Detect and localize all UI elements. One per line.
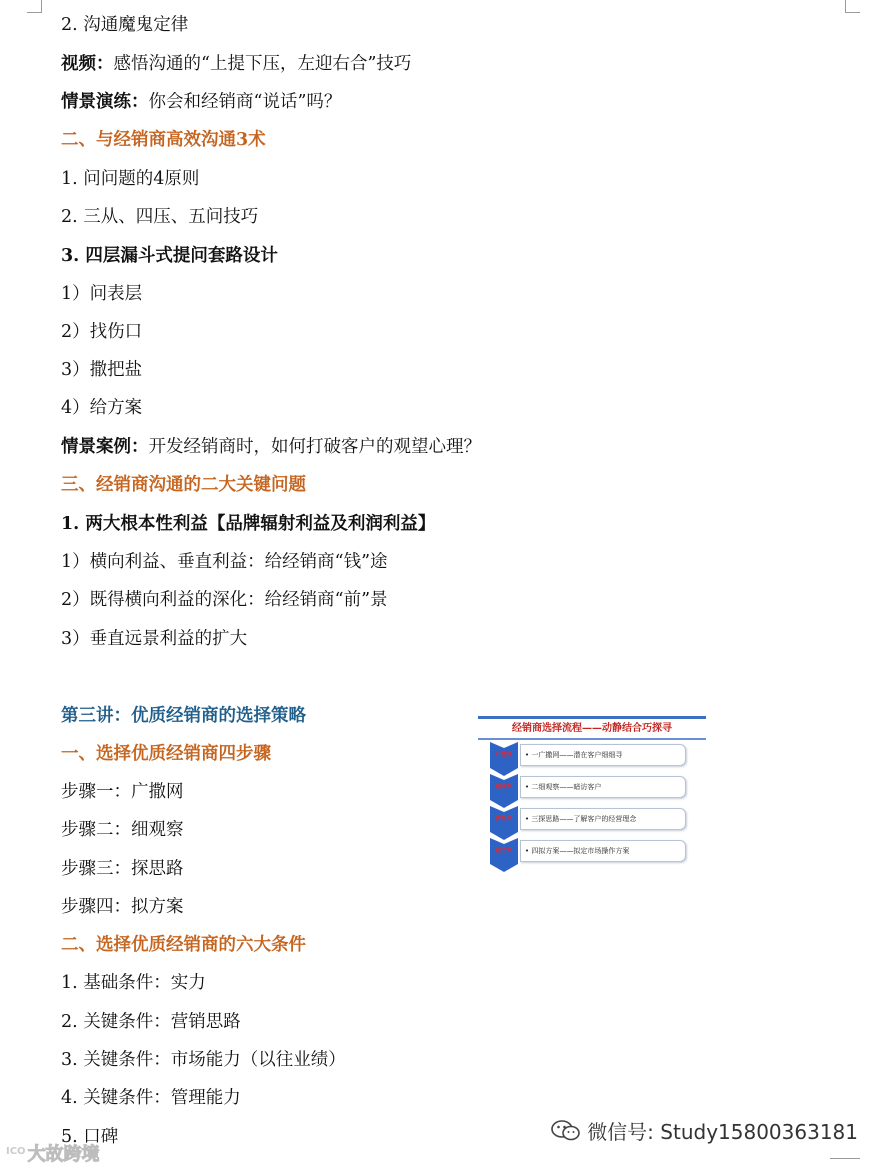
page-corner-mark-top-left <box>27 0 42 13</box>
diagram-title: 经销商选择流程——动静结合巧探寻 <box>478 716 706 738</box>
selection-process-diagram <box>478 716 706 876</box>
wechat-icon <box>551 1120 581 1147</box>
wechat-watermark-text: 微信号: Study15800363181 <box>587 1120 858 1144</box>
section-heading: 三、经销商沟通的二大关键问题 <box>61 475 306 495</box>
step-item: 步骤二：细观察 <box>61 820 184 840</box>
line-case <box>61 435 481 459</box>
line-3 <box>61 90 341 114</box>
list-item: 3. 关键条件：市场能力（以往业绩） <box>61 1050 346 1070</box>
list-item: 4）给方案 <box>61 398 143 418</box>
inline-label: 情景演练： <box>61 92 149 112</box>
diagram-step-tag: 细观察 <box>495 784 513 790</box>
diagram-step <box>490 742 690 772</box>
diagram-step-text: • 三探思路——了解客户的经营理念 <box>520 808 686 830</box>
subsection-heading: 1. 两大根本性利益【品牌辐射利益及利润利益】 <box>61 514 436 534</box>
list-item: 3）撒把盐 <box>61 360 143 380</box>
diagram-step <box>490 774 690 804</box>
step-item: 步骤四：拟方案 <box>61 897 184 917</box>
inline-text: 你会和经销商“说话”吗？ <box>148 92 342 112</box>
page-corner-mark-top-right <box>845 0 860 13</box>
list-item: 1. 基础条件：实力 <box>61 973 206 993</box>
diagram-title-underline <box>478 738 706 740</box>
corner-watermark-small: ICO <box>6 1146 26 1157</box>
section-heading: 二、与经销商高效沟通3术 <box>61 130 266 150</box>
wechat-watermark <box>551 1116 858 1147</box>
diagram-step <box>490 806 690 836</box>
list-item: 1）横向利益、垂直利益：给经销商“钱”途 <box>61 552 388 572</box>
page-corner-mark-bottom-right <box>830 1158 860 1173</box>
subsection-heading: 3. 四层漏斗式提问套路设计 <box>61 246 278 266</box>
list-item-text: 2. 沟通魔鬼定律 <box>61 15 189 35</box>
diagram-step-tag: 广撒网 <box>495 752 513 758</box>
list-item: 3）垂直远景利益的扩大 <box>61 629 248 649</box>
diagram-step-text: • 二细观察——暗访客户 <box>520 776 686 798</box>
section-heading: 二、选择优质经销商的六大条件 <box>61 935 306 955</box>
list-item: 5. 口碑 <box>61 1127 119 1147</box>
step-item: 步骤一：广撒网 <box>61 782 184 802</box>
list-item: 1. 问问题的4原则 <box>61 169 200 189</box>
line-1 <box>61 13 188 37</box>
corner-watermark-text: 大故跨境 <box>27 1144 100 1165</box>
list-item: 2. 关键条件：营销思路 <box>61 1012 241 1032</box>
inline-text: 开发经销商时，如何打破客户的观望心理？ <box>148 437 481 457</box>
list-item: 2）找伤口 <box>61 322 143 342</box>
inline-label: 情景案例： <box>61 437 149 457</box>
diagram-step-text: • 四拟方案——拟定市场操作方案 <box>520 840 686 862</box>
inline-label: 视频： <box>61 54 114 74</box>
list-item: 2）既得横向利益的深化：给经销商“前”景 <box>61 590 388 610</box>
diagram-step <box>490 838 690 868</box>
list-item: 4. 关键条件：管理能力 <box>61 1088 241 1108</box>
list-item: 2. 三从、四压、五问技巧 <box>61 207 259 227</box>
section-heading: 一、选择优质经销商四步骤 <box>61 744 271 764</box>
line-2 <box>61 52 411 76</box>
inline-text: 感悟沟通的“上提下压，左迎右合”技巧 <box>113 54 412 74</box>
diagram-step-tag: 探思路 <box>495 816 513 822</box>
diagram-step-tag: 拟方案 <box>495 848 513 854</box>
step-item: 步骤三：探思路 <box>61 859 184 879</box>
diagram-step-text: • 一广撒网——潜在客户细细寻 <box>520 744 686 766</box>
list-item: 1）问表层 <box>61 284 143 304</box>
chapter-heading: 第三讲：优质经销商的选择策略 <box>61 706 306 726</box>
corner-watermark <box>6 1140 100 1166</box>
